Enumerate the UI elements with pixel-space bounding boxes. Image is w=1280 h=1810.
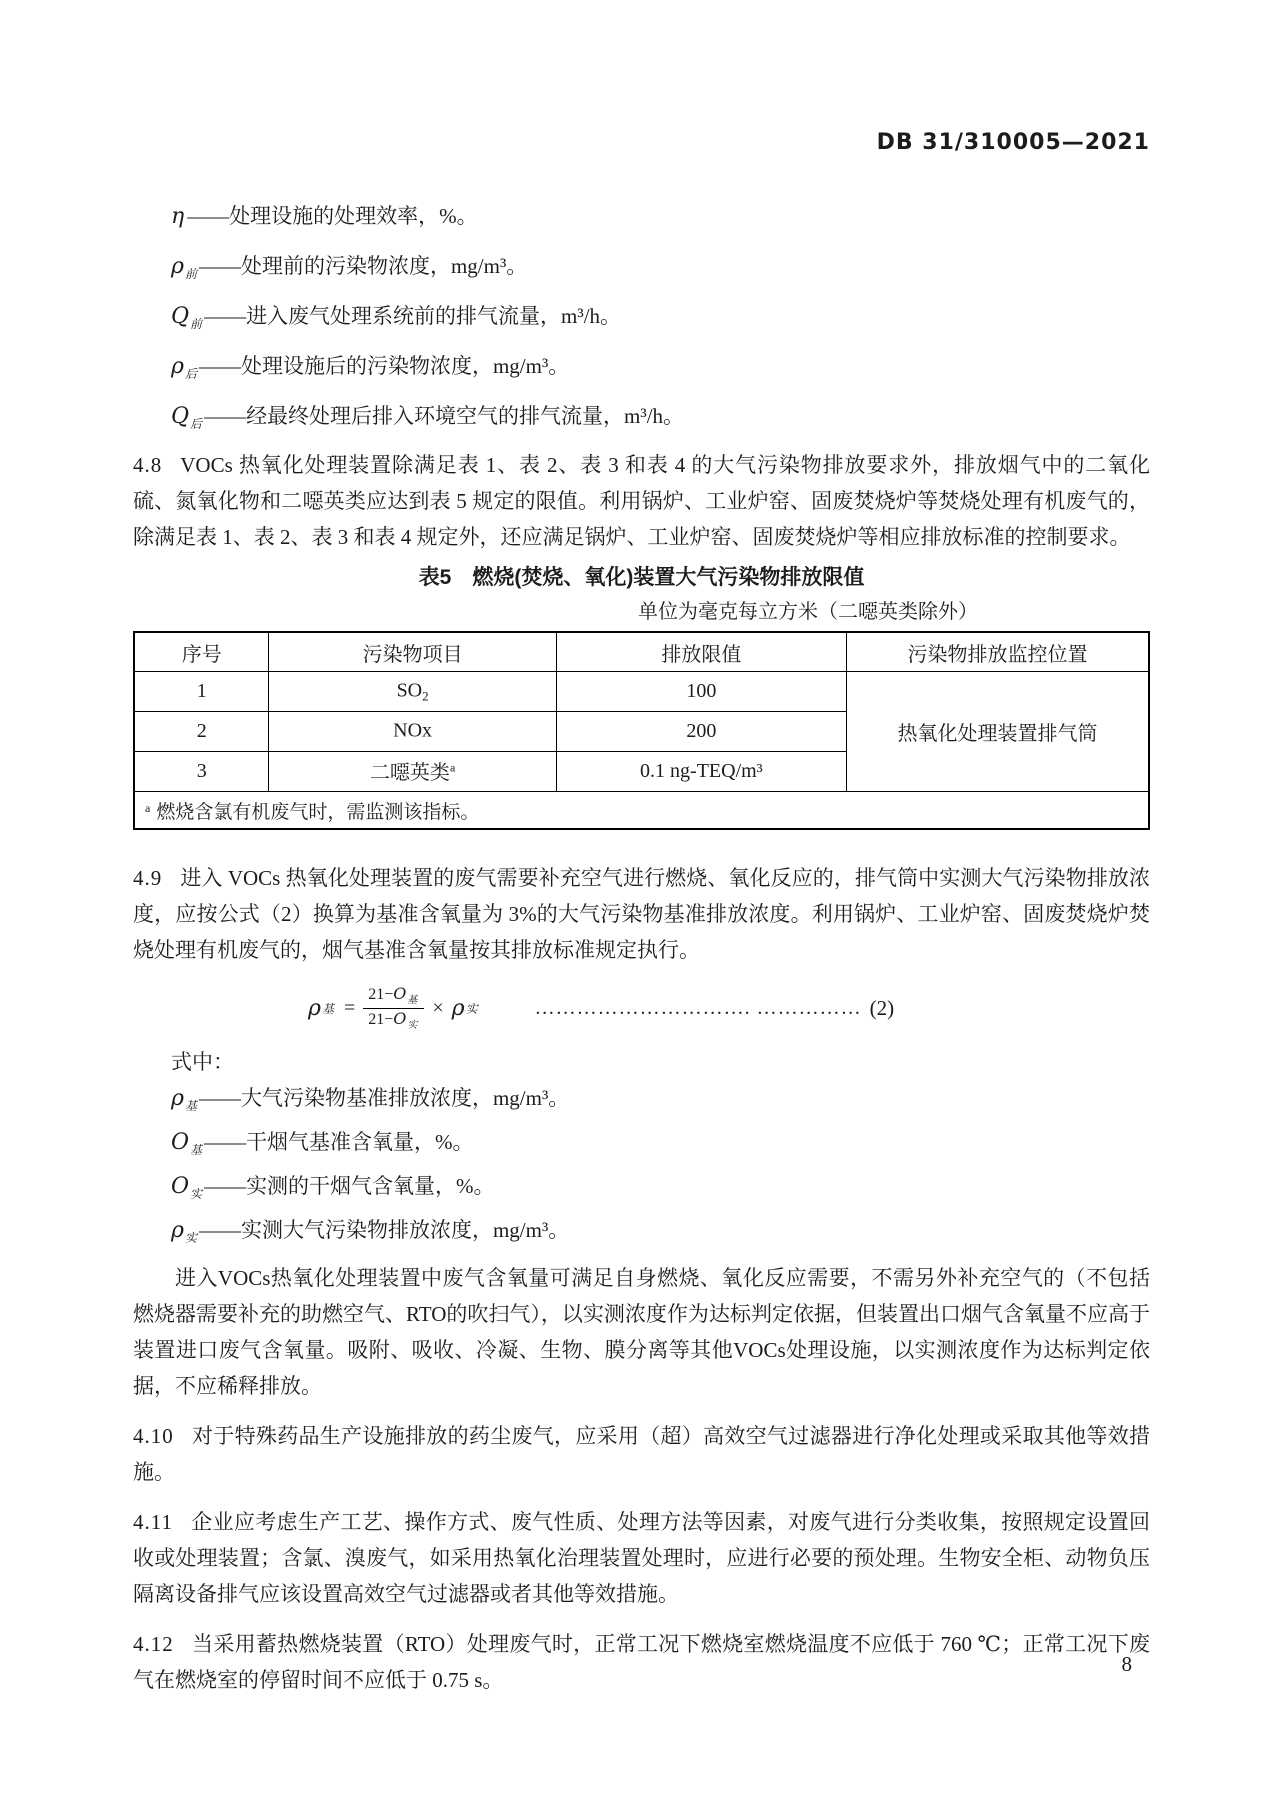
symbol-subscript: 前 <box>184 267 197 281</box>
definition-text: ——处理设施的处理效率，%。 <box>187 204 478 228</box>
definition-item <box>133 1080 1150 1124</box>
cell-pollutant: NOx <box>269 712 556 752</box>
cell-limit: 200 <box>556 712 846 752</box>
formula-symbol-definitions <box>133 1080 1150 1256</box>
definition-text: ——干烟气基准含氧量，%。 <box>204 1130 474 1154</box>
symbol: O <box>171 1130 190 1155</box>
dot-leaders: …………………………. …………… <box>534 996 862 1019</box>
col-header-limit: 排放限值 <box>556 632 846 672</box>
clause-number: 4.10 <box>133 1424 174 1448</box>
definition-item <box>133 345 1150 395</box>
symbol-subscript: 前 <box>190 317 203 331</box>
equation-body: ρ 基 = $\frac{21-O_基}{21-O_实}$ × ρ 实 <box>308 984 478 1031</box>
symbol-definitions <box>133 195 1150 445</box>
clause-4-10 <box>133 1418 1150 1490</box>
fraction-numerator: $21-O_基$ <box>363 984 424 1009</box>
cell-limit: 0.1 ng-TEQ/m³ <box>556 752 846 792</box>
clause-4-12 <box>133 1626 1150 1698</box>
symbol: ρ <box>171 1218 184 1243</box>
clause-number: 4.11 <box>133 1510 173 1534</box>
cell-pollutant: 二噁英类$^a$ <box>269 752 556 792</box>
definition-text: ——大气污染物基准排放浓度，mg/m³。 <box>198 1086 570 1110</box>
definition-text: ——进入废气处理系统前的排气流量，m³/h。 <box>204 304 622 328</box>
table5-footnote-row <box>134 792 1149 830</box>
oxygen-requirement-paragraph: 进入VOCs热氧化处理装置中废气含氧量可满足自身燃烧、氧化反应需要，不需另外补充空气的（不包括燃烧器需要补充的助燃空气、RTO的吹扫气），以实测浓度作为达标判定依据，但装置出口烟气含氧量不应高于装置进口废气含氧量。吸附、吸收、冷凝、生物、膜分离等其他VOCs处理设施，以实测浓度作为达标判定依据，不应稀释排放。 <box>133 1266 1150 1398</box>
definition-item <box>133 395 1150 445</box>
definition-item <box>133 245 1150 295</box>
cell-seq: 2 <box>134 712 269 752</box>
symbol: ρ <box>171 354 184 379</box>
symbol-subscript: 实 <box>184 1231 197 1245</box>
table5-title: 表5 燃烧(焚烧、氧化)装置大气污染物排放限值 <box>418 566 865 589</box>
page-number: 8 <box>1121 1652 1132 1676</box>
clause-4-9 <box>133 860 1150 968</box>
equation-2 <box>133 980 1150 1036</box>
equation-number: (2) <box>869 995 895 1020</box>
symbol-subscript: 实 <box>190 1187 203 1201</box>
definition-item <box>133 295 1150 345</box>
table5-header-row <box>134 632 1149 672</box>
col-header-pollutant: 污染物项目 <box>269 632 556 672</box>
definition-text: ——实测的干烟气含氧量，%。 <box>204 1174 495 1198</box>
clause-4-8 <box>133 447 1150 555</box>
table5-unit-note: 单位为毫克每立方米（二噁英类除外） <box>638 601 978 623</box>
clause-text: 对于特殊药品生产设施排放的药尘废气，应采用（超）高效空气过滤器进行净化处理或采取其他等效措施。 <box>133 1424 1150 1484</box>
definition-item <box>133 195 1150 245</box>
cell-seq: 3 <box>134 752 269 792</box>
fraction-denominator: $21-O_实$ <box>368 1008 418 1031</box>
table5 <box>133 631 1150 830</box>
symbol: Q <box>171 404 190 429</box>
table-row <box>134 672 1149 712</box>
symbol: O <box>171 1174 190 1199</box>
cell-pollutant: $SO_2$ <box>269 672 556 712</box>
symbol: Q <box>171 304 190 329</box>
clause-text: 进入 VOCs 热氧化处理装置的废气需要补充空气进行燃烧、氧化反应的，排气筒中实测大气污染物排放浓度，应按公式（2）换算为基准含氧量为 3%的大气污染物基准排放浓度。利用锅炉、工业炉窑、固废焚烧炉焚烧处理有机废气的，烟气基准含氧量按其排放标准规定执行。 <box>133 866 1150 962</box>
cell-limit: 100 <box>556 672 846 712</box>
symbol: η <box>171 204 185 229</box>
clause-number: 4.9 <box>133 866 163 890</box>
definition-item <box>133 1168 1150 1212</box>
definition-text: ——实测大气污染物排放浓度，mg/m³。 <box>198 1218 570 1242</box>
clause-text: 企业应考虑生产工艺、操作方式、废气性质、处理方法等因素，对废气进行分类收集，按照规定设置回收或处理装置；含氯、溴废气，如采用热氧化治理装置处理时，应进行必要的预处理。生物安全柜、动物负压隔离设备排气应该设置高效空气过滤器或者其他等效措施。 <box>133 1510 1150 1606</box>
clause-text: 当采用蓄热燃烧装置（RTO）处理废气时，正常工况下燃烧室燃烧温度不应低于 760 ℃；正常工况下废气在燃烧室的停留时间不应低于 0.75 s。 <box>133 1632 1150 1692</box>
definition-item <box>133 1212 1150 1256</box>
fraction <box>363 984 424 1032</box>
cell-seq: 1 <box>134 672 269 712</box>
symbol-subscript: 基 <box>190 1143 203 1157</box>
symbol: ρ <box>171 254 184 279</box>
col-header-monitor-location: 污染物排放监控位置 <box>847 632 1150 672</box>
clause-text: VOCs 热氧化处理装置除满足表 1、表 2、表 3 和表 4 的大气污染物排放要求外，排放烟气中的二氧化硫、氮氧化物和二噁英类应达到表 5 规定的限值。利用锅炉、工业炉窑、固废焚烧炉等焚烧处理有机废气的，除满足表 1、表 2、表 3 和表 4 规定外，还应满足锅炉、工业炉窑、固废焚烧炉等相应排放标准的控制要求。 <box>133 453 1150 549</box>
clause-number: 4.8 <box>133 453 163 477</box>
formula-where-label: 式中： <box>171 1050 234 1074</box>
definition-text: ——处理设施后的污染物浓度，mg/m³。 <box>198 354 570 378</box>
clause-number: 4.12 <box>133 1632 174 1656</box>
symbol-subscript: 后 <box>190 417 203 431</box>
footnote-marker: a <box>145 800 151 815</box>
clause-4-11 <box>133 1504 1150 1612</box>
definition-text: ——处理前的污染物浓度，mg/m³。 <box>198 254 528 278</box>
definition-text: ——经最终处理后排入环境空气的排气流量，m³/h。 <box>204 404 685 428</box>
table5-footnote <box>134 792 1149 830</box>
symbol-subscript: 后 <box>184 367 197 381</box>
col-header-seq: 序号 <box>134 632 269 672</box>
symbol: ρ <box>171 1086 184 1111</box>
doc-number: DB 31/310005—2021 <box>876 130 1150 155</box>
cell-monitor-location: 热氧化处理装置排气筒 <box>847 672 1150 792</box>
footnote-text: 燃烧含氯有机废气时，需监测该指标。 <box>156 801 480 823</box>
symbol-subscript: 基 <box>184 1099 197 1113</box>
definition-item <box>133 1124 1150 1168</box>
